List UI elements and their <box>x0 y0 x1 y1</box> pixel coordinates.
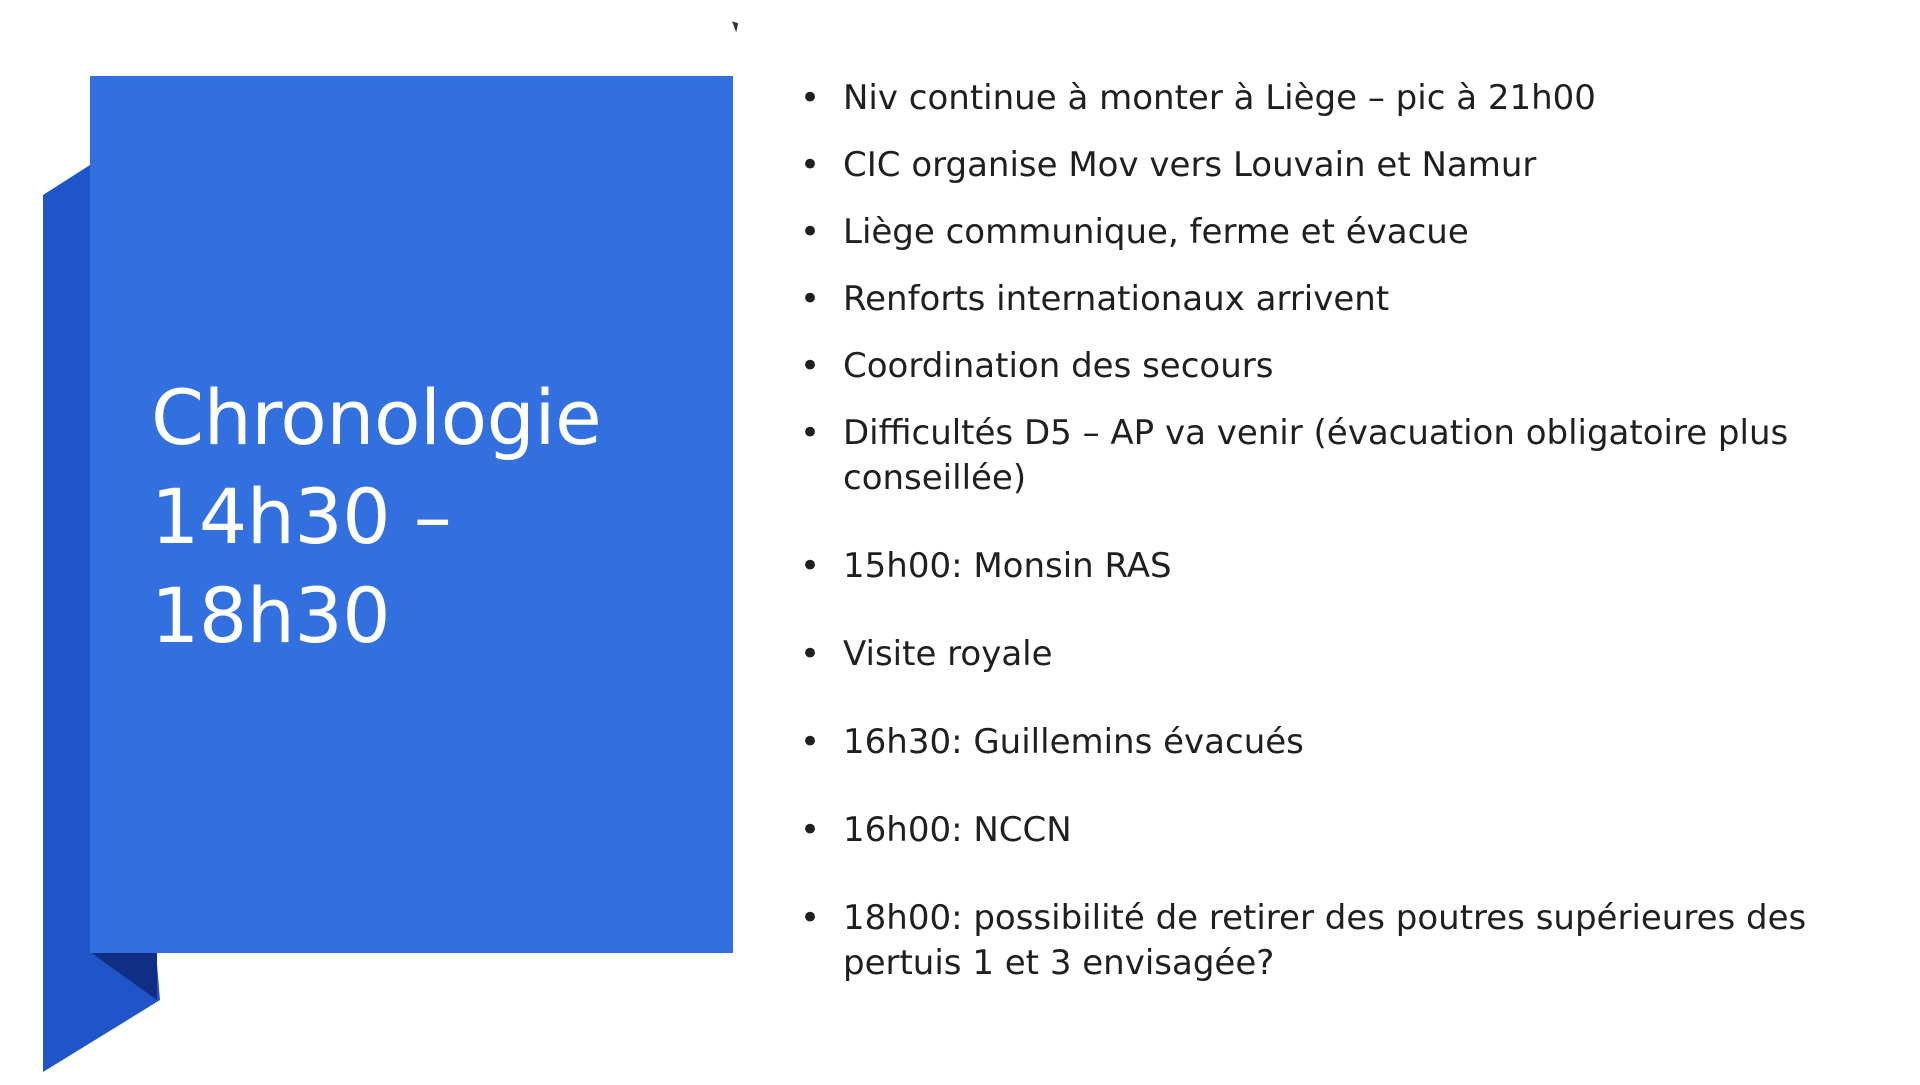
bullet-item: • 15h00: Monsin RAS <box>800 544 1860 589</box>
bullet-item: • Liège communique, ferme et évacue <box>800 210 1860 255</box>
bullet-item: • Renforts internationaux arrivent <box>800 277 1860 322</box>
bullet-item: • 16h30: Guillemins évacués <box>800 720 1860 765</box>
bullet-item: • CIC organise Mov vers Louvain et Namur <box>800 143 1860 188</box>
title-line-3: 18h30 <box>151 571 391 660</box>
bullet-item: • Visite royale <box>800 632 1860 677</box>
bullet-item: • Difficultés D5 – AP va venir (évacuation obligatoire plus conseillée) <box>800 411 1860 501</box>
bullet-item: • 18h00: possibilité de retirer des poutres supérieures des pertuis 1 et 3 envisagée? <box>800 896 1860 986</box>
bullet-list <box>800 76 1860 986</box>
bullet-item: • Niv continue à monter à Liège – pic à 21h00 <box>800 76 1860 121</box>
title-line-2: 14h30 – <box>151 472 452 561</box>
bullet-item: • 16h00: NCCN <box>800 808 1860 853</box>
bullet-item: • Coordination des secours <box>800 344 1860 389</box>
title-line-1: Chronologie <box>151 373 602 462</box>
slide-title <box>151 368 711 665</box>
